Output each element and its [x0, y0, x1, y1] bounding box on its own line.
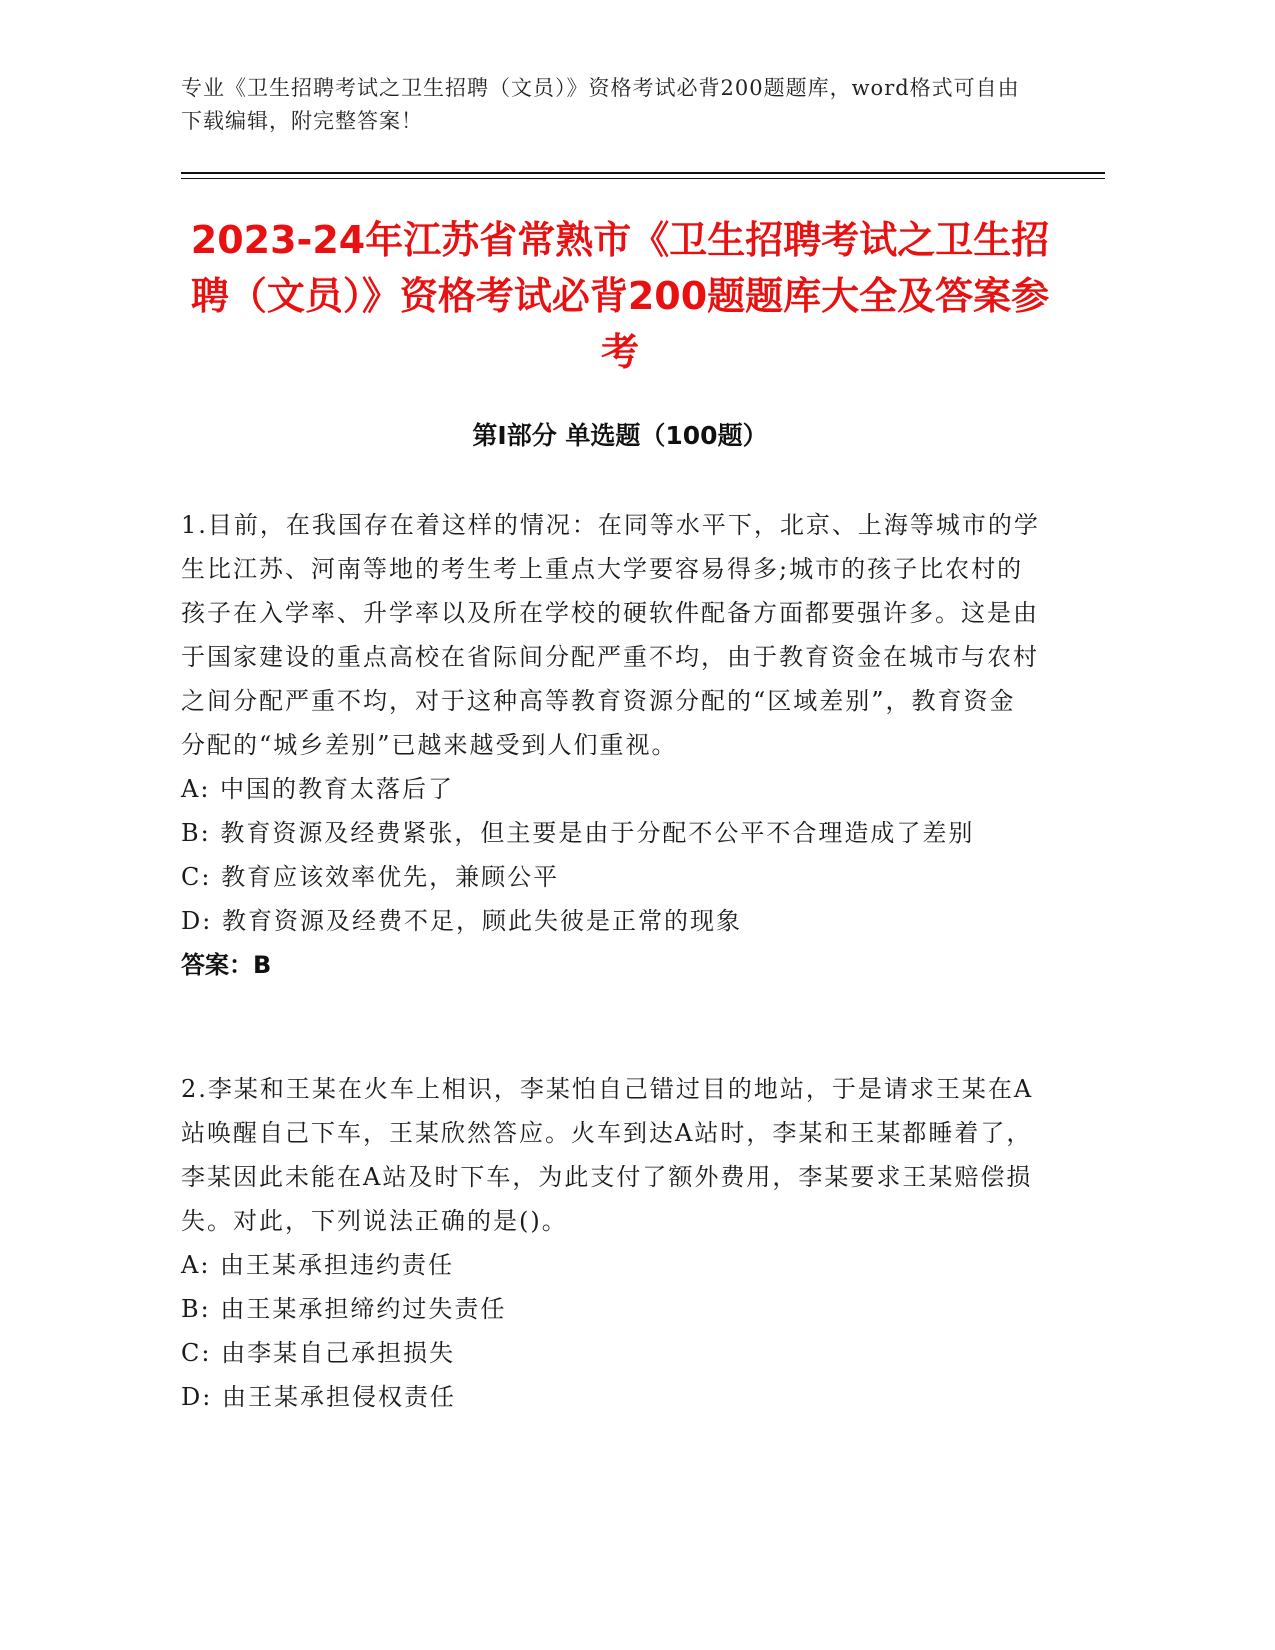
option-b: B: 由王某承担缔约过失责任: [181, 1295, 507, 1323]
document-title: 2023-24年江苏省常熟市《卫生招聘考试之卫生招聘（文员）》资格考试必背200题题库大全及答案参考: [190, 218, 1050, 374]
option-c: C: 教育应该效率优先，兼顾公平: [181, 863, 560, 891]
question-1: [181, 503, 1041, 987]
header-divider-thin: [181, 178, 1105, 179]
option-a: A: 中国的教育太落后了: [181, 775, 455, 803]
question-2: [181, 1067, 1041, 1419]
header-note: 专业《卫生招聘考试之卫生招聘（文员）》资格考试必背200题题库，word格式可自由下载编辑，附完整答案！: [181, 76, 1020, 133]
option-d: D: 由王某承担侵权责任: [181, 1383, 456, 1411]
header-divider-thick: [181, 172, 1105, 174]
option-a: A: 由王某承担违约责任: [181, 1251, 455, 1279]
option-d: D: 教育资源及经费不足，顾此失彼是正常的现象: [181, 907, 742, 935]
question-stem: 1.目前，在我国存在着这样的情况：在同等水平下，北京、上海等城市的学生比江苏、河南等地的考生考上重点大学要容易得多;城市的孩子比农村的孩子在入学率、升学率以及所在学校的硬软件配备方面都要强许多。这是由于国家建设的重点高校在省际间分配严重不均，由于教育资金在城市与农村之间分配严重不均，对于这种高等教育资源分配的“区域差别”，教育资金分配的“城乡差别”已越来越受到人们重视。: [181, 511, 1040, 759]
option-c: C: 由李某自己承担损失: [181, 1339, 456, 1367]
option-b: B: 教育资源及经费紧张，但主要是由于分配不公平不合理造成了差别: [181, 819, 975, 847]
question-stem: 2.李某和王某在火车上相识，李某怕自己错过目的地站，于是请求王某在A站唤醒自己下车，王某欣然答应。火车到达A站时，李某和王某都睡着了，李某因此未能在A站及时下车，为此支付了额外费用，李某要求王某赔偿损失。对此，下列说法正确的是()。: [181, 1075, 1034, 1235]
answer: 答案：B: [181, 951, 272, 979]
section-heading: 第I部分 单选题（100题）: [472, 421, 768, 450]
